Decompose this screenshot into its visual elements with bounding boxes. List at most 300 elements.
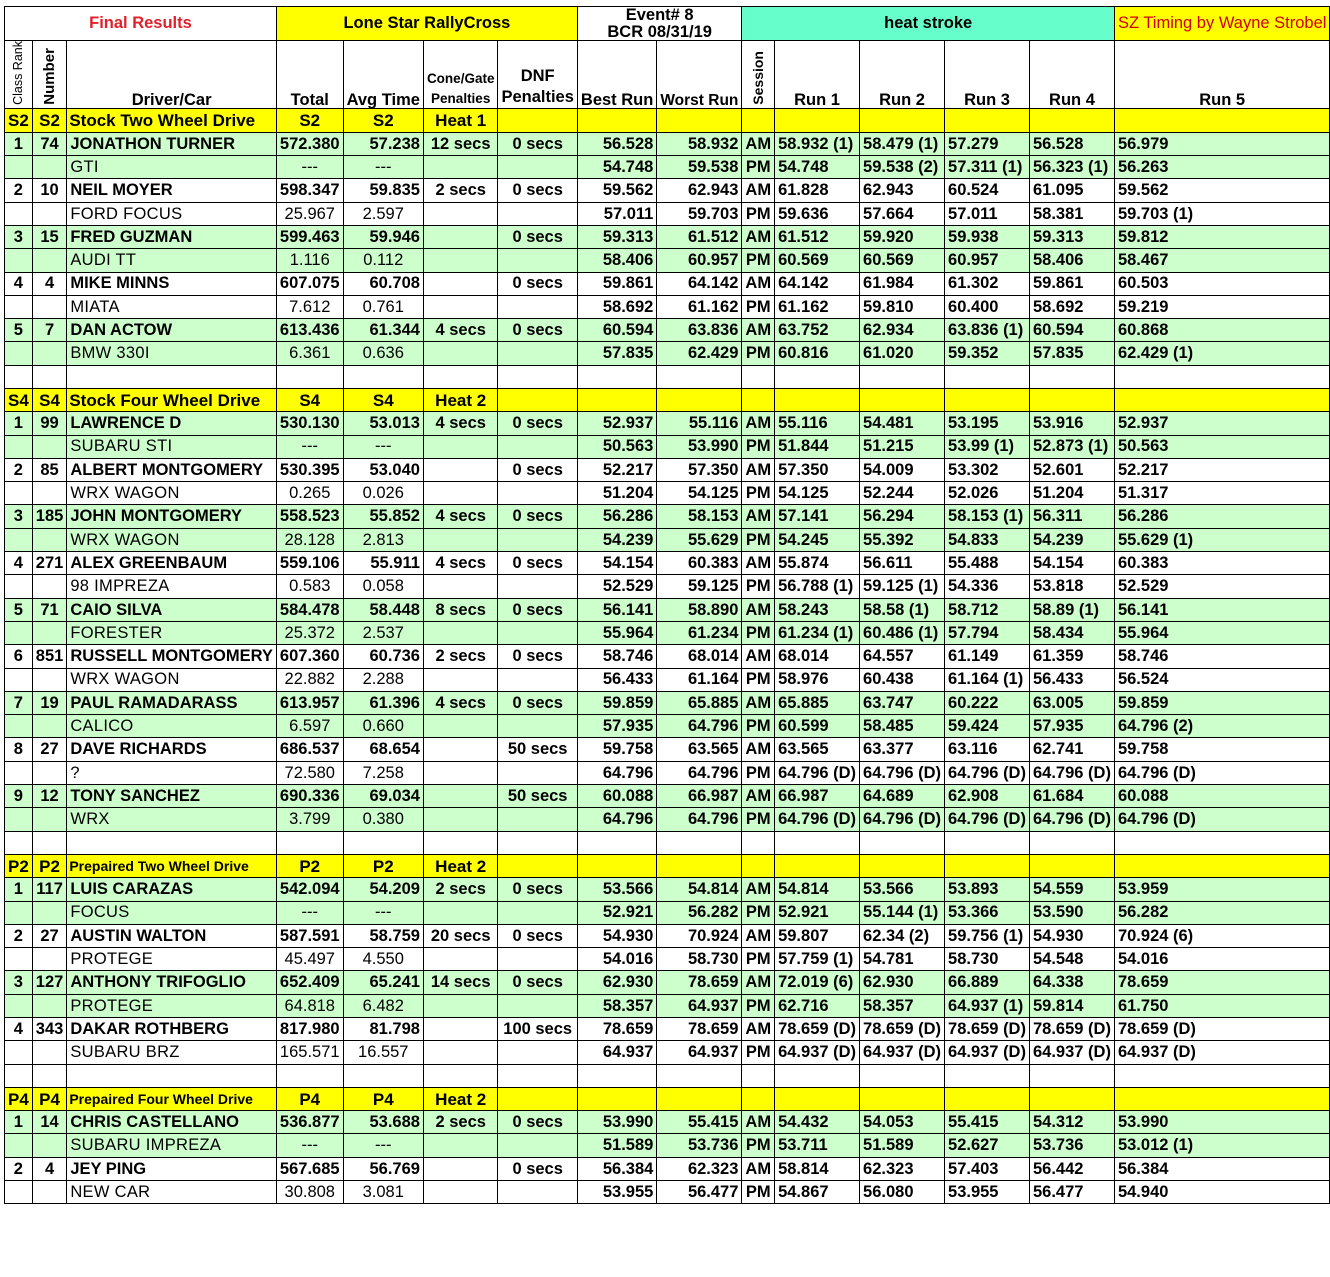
- class-code: P2: [276, 854, 343, 877]
- entry-row-pm: [5, 715, 1330, 738]
- run-time: 58.243: [775, 598, 860, 621]
- empty-cell: [5, 901, 33, 924]
- empty-cell: [577, 831, 656, 854]
- empty-cell: [945, 831, 1030, 854]
- empty-cell: [1114, 109, 1329, 132]
- empty-cell: [5, 1181, 33, 1204]
- empty-cell: [423, 948, 498, 971]
- run-time: 54.009: [860, 458, 945, 481]
- entry-row-pm: [5, 528, 1330, 551]
- dnf-penalty: 0 secs: [498, 598, 577, 621]
- run-time: 59.562: [1114, 179, 1329, 202]
- run-time: 60.438: [860, 668, 945, 691]
- best-run: 59.562: [577, 179, 656, 202]
- car-model: 98 IMPREZA: [67, 575, 277, 598]
- run-time: 59.125 (1): [860, 575, 945, 598]
- entry-row-pm: [5, 575, 1330, 598]
- col-total: Total: [276, 41, 343, 109]
- empty-cell: [1114, 831, 1329, 854]
- car-model: WRX WAGON: [67, 668, 277, 691]
- session-label: PM: [742, 1134, 775, 1157]
- worst-run: 60.957: [657, 249, 742, 272]
- run-time: 59.538 (2): [860, 156, 945, 179]
- worst-run: 64.937: [657, 1041, 742, 1064]
- run-time: 78.659 (D): [1029, 1018, 1114, 1041]
- run-time: 59.424: [945, 715, 1030, 738]
- total-gap: 28.128: [276, 528, 343, 551]
- run-time: 59.938: [945, 225, 1030, 248]
- class-name: Prepaired Two Wheel Drive: [67, 854, 277, 877]
- cone-penalty: [423, 785, 498, 808]
- run-time: 54.125: [775, 482, 860, 505]
- session-label: PM: [742, 482, 775, 505]
- driver-name: PAUL RAMADARASS: [67, 691, 277, 714]
- class-code: S2: [5, 109, 33, 132]
- session-label: PM: [742, 761, 775, 784]
- empty-cell: [423, 528, 498, 551]
- cone-penalty: 2 secs: [423, 1111, 498, 1134]
- class-code: P2: [343, 854, 423, 877]
- empty-cell: [775, 1087, 860, 1110]
- empty-cell: [5, 482, 33, 505]
- dnf-penalty: 50 secs: [498, 785, 577, 808]
- run-time: 59.814: [1029, 994, 1114, 1017]
- session-label: AM: [742, 1111, 775, 1134]
- cone-penalty: 4 secs: [423, 505, 498, 528]
- worst-run: 63.836: [657, 319, 742, 342]
- empty-cell: [742, 1087, 775, 1110]
- run-time: 64.796 (D): [1114, 808, 1329, 831]
- empty-cell: [5, 668, 33, 691]
- empty-cell: [276, 365, 343, 388]
- best-run: 64.796: [577, 808, 656, 831]
- best-run: 52.529: [577, 575, 656, 598]
- run-time: 72.019 (6): [775, 971, 860, 994]
- empty-cell: [32, 994, 67, 1017]
- run-time: 51.215: [860, 435, 945, 458]
- best-run: 56.433: [577, 668, 656, 691]
- avg-time: 60.708: [343, 272, 423, 295]
- empty-cell: [498, 575, 577, 598]
- empty-cell: [775, 109, 860, 132]
- run-time: 60.524: [945, 179, 1030, 202]
- run-time: 52.937: [1114, 412, 1329, 435]
- worst-run: 58.890: [657, 598, 742, 621]
- run-time: 57.835: [1029, 342, 1114, 365]
- heat-label: Heat 2: [423, 1087, 498, 1110]
- empty-cell: [276, 831, 343, 854]
- driver-name: DAVE RICHARDS: [67, 738, 277, 761]
- session-label: PM: [742, 808, 775, 831]
- dnf-penalty: 50 secs: [498, 738, 577, 761]
- entry-row-pm: [5, 1041, 1330, 1064]
- class-rank: 7: [5, 691, 33, 714]
- session-label: AM: [742, 552, 775, 575]
- run-time: 64.796 (D): [860, 808, 945, 831]
- class-rank: 3: [5, 225, 33, 248]
- avg-gap: ---: [343, 1134, 423, 1157]
- empty-cell: [423, 156, 498, 179]
- run-time: 59.352: [945, 342, 1030, 365]
- empty-cell: [498, 482, 577, 505]
- run-time: 56.384: [1114, 1157, 1329, 1180]
- car-model: ?: [67, 761, 277, 784]
- worst-run: 61.162: [657, 295, 742, 318]
- car-model: WRX: [67, 808, 277, 831]
- driver-name: LUIS CARAZAS: [67, 878, 277, 901]
- run-time: 61.750: [1114, 994, 1329, 1017]
- run-time: 58.153 (1): [945, 505, 1030, 528]
- run-time: 53.711: [775, 1134, 860, 1157]
- empty-cell: [32, 1064, 67, 1087]
- empty-cell: [32, 668, 67, 691]
- total-time: 613.436: [276, 319, 343, 342]
- run-time: 53.302: [945, 458, 1030, 481]
- cone-penalty: [423, 738, 498, 761]
- empty-cell: [5, 808, 33, 831]
- total-time: 559.106: [276, 552, 343, 575]
- empty-cell: [423, 994, 498, 1017]
- class-code: S4: [32, 388, 67, 411]
- run-time: 55.488: [945, 552, 1030, 575]
- car-number: 4: [32, 272, 67, 295]
- empty-cell: [32, 365, 67, 388]
- empty-cell: [67, 831, 277, 854]
- empty-cell: [742, 109, 775, 132]
- entry-row-am: [5, 505, 1330, 528]
- empty-cell: [498, 994, 577, 1017]
- best-run: 59.861: [577, 272, 656, 295]
- run-time: 54.548: [1029, 948, 1114, 971]
- empty-cell: [32, 575, 67, 598]
- worst-run: 78.659: [657, 1018, 742, 1041]
- entry-row-am: [5, 319, 1330, 342]
- run-time: 60.599: [775, 715, 860, 738]
- entry-row-pm: [5, 761, 1330, 784]
- total-gap: ---: [276, 901, 343, 924]
- col-worst-run: Worst Run: [657, 41, 742, 109]
- run-time: 56.442: [1029, 1157, 1114, 1180]
- run-time: 54.239: [1029, 528, 1114, 551]
- run-time: 54.940: [1114, 1181, 1329, 1204]
- car-model: CALICO: [67, 715, 277, 738]
- total-time: 607.075: [276, 272, 343, 295]
- run-time: 52.244: [860, 482, 945, 505]
- car-model: SUBARU IMPREZA: [67, 1134, 277, 1157]
- col-run2: Run 2: [860, 41, 945, 109]
- worst-run: 53.990: [657, 435, 742, 458]
- avg-time: 57.238: [343, 132, 423, 155]
- run-time: 56.433: [1029, 668, 1114, 691]
- empty-cell: [1114, 388, 1329, 411]
- empty-cell: [32, 295, 67, 318]
- class-code: S2: [343, 109, 423, 132]
- empty-cell: [5, 295, 33, 318]
- worst-run: 53.736: [657, 1134, 742, 1157]
- empty-cell: [423, 435, 498, 458]
- run-time: 58.381: [1029, 202, 1114, 225]
- empty-cell: [5, 761, 33, 784]
- entry-row-pm: [5, 1134, 1330, 1157]
- run-time: 52.921: [775, 901, 860, 924]
- run-time: 63.565: [775, 738, 860, 761]
- driver-name: ANTHONY TRIFOGLIO: [67, 971, 277, 994]
- run-time: 51.589: [860, 1134, 945, 1157]
- run-time: 53.736: [1029, 1134, 1114, 1157]
- empty-cell: [498, 1064, 577, 1087]
- worst-run: 56.282: [657, 901, 742, 924]
- run-time: 58.479 (1): [860, 132, 945, 155]
- avg-gap: 2.813: [343, 528, 423, 551]
- run-time: 60.957: [945, 249, 1030, 272]
- entry-row-pm: [5, 668, 1330, 691]
- run-time: 64.937 (D): [860, 1041, 945, 1064]
- worst-run: 66.987: [657, 785, 742, 808]
- empty-cell: [5, 156, 33, 179]
- empty-cell: [860, 1087, 945, 1110]
- run-time: 60.383: [1114, 552, 1329, 575]
- avg-time: 69.034: [343, 785, 423, 808]
- empty-cell: [423, 575, 498, 598]
- worst-run: 59.125: [657, 575, 742, 598]
- run-time: 58.485: [860, 715, 945, 738]
- empty-cell: [32, 342, 67, 365]
- worst-run: 68.014: [657, 645, 742, 668]
- dnf-penalty: 0 secs: [498, 971, 577, 994]
- run-time: 58.976: [775, 668, 860, 691]
- empty-cell: [498, 388, 577, 411]
- run-time: 59.756 (1): [945, 924, 1030, 947]
- best-run: 59.758: [577, 738, 656, 761]
- empty-cell: [423, 715, 498, 738]
- car-number: 343: [32, 1018, 67, 1041]
- col-driver-car: Driver/Car: [67, 41, 277, 109]
- run-time: 78.659 (D): [860, 1018, 945, 1041]
- empty-cell: [657, 854, 742, 877]
- empty-cell: [423, 901, 498, 924]
- empty-cell: [742, 365, 775, 388]
- run-time: 50.563: [1114, 435, 1329, 458]
- class-code: P2: [5, 854, 33, 877]
- cone-penalty: [423, 272, 498, 295]
- empty-cell: [5, 1134, 33, 1157]
- dnf-penalty: 0 secs: [498, 179, 577, 202]
- best-run: 54.239: [577, 528, 656, 551]
- empty-cell: [498, 1181, 577, 1204]
- run-time: 64.937 (D): [1029, 1041, 1114, 1064]
- car-number: 27: [32, 738, 67, 761]
- worst-run: 64.142: [657, 272, 742, 295]
- empty-cell: [423, 761, 498, 784]
- class-rank: 4: [5, 1018, 33, 1041]
- results-sheet: [4, 6, 1330, 1204]
- class-code: P4: [276, 1087, 343, 1110]
- car-model: FOCUS: [67, 901, 277, 924]
- worst-run: 58.153: [657, 505, 742, 528]
- run-time: 63.836 (1): [945, 319, 1030, 342]
- run-time: 59.219: [1114, 295, 1329, 318]
- run-time: 56.286: [1114, 505, 1329, 528]
- empty-cell: [498, 156, 577, 179]
- run-time: 63.116: [945, 738, 1030, 761]
- run-time: 52.873 (1): [1029, 435, 1114, 458]
- run-time: 61.164 (1): [945, 668, 1030, 691]
- car-number: 10: [32, 179, 67, 202]
- column-header-row: [5, 41, 1330, 109]
- cone-penalty: [423, 1157, 498, 1180]
- best-run: 53.566: [577, 878, 656, 901]
- run-time: 62.323: [860, 1157, 945, 1180]
- best-run: 53.955: [577, 1181, 656, 1204]
- col-avg-time: Avg Time: [343, 41, 423, 109]
- car-model: WRX WAGON: [67, 528, 277, 551]
- total-time: 607.360: [276, 645, 343, 668]
- run-time: 64.796 (D): [1029, 808, 1114, 831]
- empty-cell: [423, 295, 498, 318]
- run-time: 60.569: [860, 249, 945, 272]
- session-label: AM: [742, 738, 775, 761]
- heat-label: Heat 2: [423, 854, 498, 877]
- session-label: AM: [742, 1157, 775, 1180]
- col-run5: Run 5: [1114, 41, 1329, 109]
- car-model: GTI: [67, 156, 277, 179]
- empty-cell: [1029, 109, 1114, 132]
- avg-gap: 0.380: [343, 808, 423, 831]
- entry-row-am: [5, 225, 1330, 248]
- best-run: 52.937: [577, 412, 656, 435]
- run-time: 58.406: [1029, 249, 1114, 272]
- entry-row-am: [5, 738, 1330, 761]
- empty-cell: [32, 621, 67, 644]
- run-time: 53.916: [1029, 412, 1114, 435]
- event-info: [577, 7, 742, 41]
- driver-name: NEIL MOYER: [67, 179, 277, 202]
- cone-penalty: 20 secs: [423, 924, 498, 947]
- car-model: FORD FOCUS: [67, 202, 277, 225]
- run-time: 51.317: [1114, 482, 1329, 505]
- run-time: 63.747: [860, 691, 945, 714]
- avg-time: 53.013: [343, 412, 423, 435]
- class-code: S4: [276, 388, 343, 411]
- session-label: AM: [742, 505, 775, 528]
- empty-cell: [32, 528, 67, 551]
- session-label: AM: [742, 458, 775, 481]
- col-dnf: DNF Penalties: [498, 41, 577, 109]
- avg-time: 59.835: [343, 179, 423, 202]
- class-rank: 6: [5, 645, 33, 668]
- best-run: 57.835: [577, 342, 656, 365]
- empty-cell: [423, 1134, 498, 1157]
- best-run: 64.796: [577, 761, 656, 784]
- run-time: 60.816: [775, 342, 860, 365]
- total-time: 558.523: [276, 505, 343, 528]
- spacer-row: [5, 365, 1330, 388]
- empty-cell: [32, 1041, 67, 1064]
- entry-row-pm: [5, 621, 1330, 644]
- run-time: 53.959: [1114, 878, 1329, 901]
- series-title: Lone Star RallyCross: [276, 7, 577, 41]
- session-label: PM: [742, 435, 775, 458]
- best-run: 57.011: [577, 202, 656, 225]
- session-label: PM: [742, 249, 775, 272]
- best-run: 54.154: [577, 552, 656, 575]
- run-time: 70.924 (6): [1114, 924, 1329, 947]
- avg-gap: 0.112: [343, 249, 423, 272]
- dnf-penalty: 0 secs: [498, 412, 577, 435]
- empty-cell: [1114, 1064, 1329, 1087]
- class-rank: 1: [5, 878, 33, 901]
- run-time: 61.984: [860, 272, 945, 295]
- avg-time: 55.852: [343, 505, 423, 528]
- empty-cell: [1114, 854, 1329, 877]
- entry-row-am: [5, 1157, 1330, 1180]
- empty-cell: [860, 831, 945, 854]
- run-time: 61.149: [945, 645, 1030, 668]
- car-number: 19: [32, 691, 67, 714]
- dnf-penalty: 0 secs: [498, 272, 577, 295]
- best-run: 55.964: [577, 621, 656, 644]
- class-code: S4: [343, 388, 423, 411]
- class-code: P2: [32, 854, 67, 877]
- empty-cell: [775, 388, 860, 411]
- worst-run: 65.885: [657, 691, 742, 714]
- total-gap: 22.882: [276, 668, 343, 691]
- car-number: 85: [32, 458, 67, 481]
- driver-name: JEY PING: [67, 1157, 277, 1180]
- class-rank: 2: [5, 924, 33, 947]
- empty-cell: [775, 854, 860, 877]
- run-time: 58.434: [1029, 621, 1114, 644]
- empty-cell: [498, 854, 577, 877]
- run-time: 59.636: [775, 202, 860, 225]
- run-time: 55.144 (1): [860, 901, 945, 924]
- empty-cell: [577, 388, 656, 411]
- empty-cell: [657, 831, 742, 854]
- car-number: 15: [32, 225, 67, 248]
- empty-cell: [945, 388, 1030, 411]
- empty-cell: [498, 249, 577, 272]
- total-gap: 30.808: [276, 1181, 343, 1204]
- empty-cell: [657, 1087, 742, 1110]
- session-label: AM: [742, 924, 775, 947]
- run-time: 61.302: [945, 272, 1030, 295]
- session-label: PM: [742, 668, 775, 691]
- worst-run: 55.415: [657, 1111, 742, 1134]
- run-time: 56.282: [1114, 901, 1329, 924]
- driver-name: DAN ACTOW: [67, 319, 277, 342]
- empty-cell: [498, 621, 577, 644]
- best-run: 57.935: [577, 715, 656, 738]
- avg-time: 65.241: [343, 971, 423, 994]
- session-label: AM: [742, 132, 775, 155]
- car-model: WRX WAGON: [67, 482, 277, 505]
- empty-cell: [67, 365, 277, 388]
- car-number: 7: [32, 319, 67, 342]
- avg-time: 58.759: [343, 924, 423, 947]
- empty-cell: [498, 715, 577, 738]
- total-gap: 6.361: [276, 342, 343, 365]
- cone-penalty: 4 secs: [423, 691, 498, 714]
- driver-name: JOHN MONTGOMERY: [67, 505, 277, 528]
- results-table: [4, 6, 1330, 1204]
- run-time: 53.195: [945, 412, 1030, 435]
- car-number: 127: [32, 971, 67, 994]
- dnf-penalty: 0 secs: [498, 132, 577, 155]
- car-model: AUDI TT: [67, 249, 277, 272]
- empty-cell: [423, 1181, 498, 1204]
- car-number: 12: [32, 785, 67, 808]
- run-time: 66.987: [775, 785, 860, 808]
